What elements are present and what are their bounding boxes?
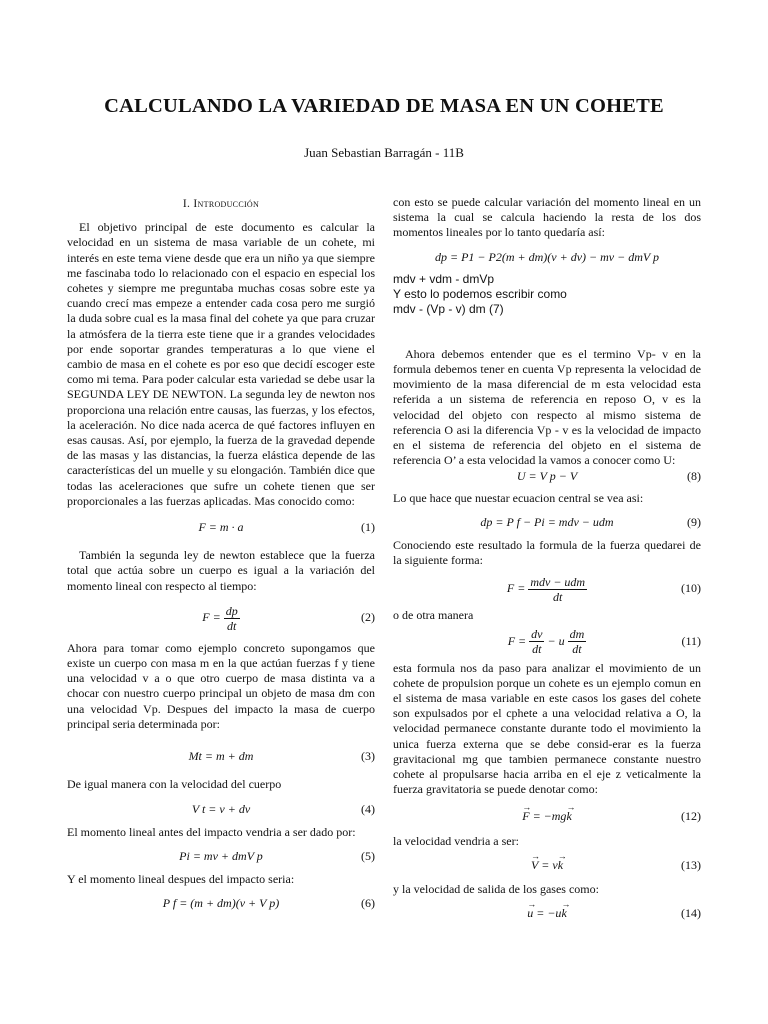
equation-number: (14) <box>681 906 701 921</box>
equation-number: (6) <box>361 896 375 911</box>
text-line: mdv - (Vp - v) dm (7) <box>393 301 504 316</box>
equation-body: P f = (m + dm)(v + V p) <box>162 896 280 911</box>
paragraph: Ahora para tomar como ejemplo concreto supongamos que existe un cuerpo con masa m en la que actúan fuerzas f y tiene una velocidad v a o que otro cuerpo de masa distinta va a chocar con nuestro cuerpo principal un objeto de masa dm con una velocidad Vp. Despues del impacto la masa de cuerpo principal seria determinada por: <box>67 640 375 731</box>
vector-symbol: → k <box>558 858 563 873</box>
equation-13 <box>393 858 701 873</box>
equation-3 <box>67 749 375 764</box>
equation-body: = −u <box>536 906 562 921</box>
paragraph: El momento lineal antes del impacto vendria a ser dado por: <box>67 824 356 839</box>
text-line: Y esto lo podemos escribir como <box>393 286 567 301</box>
vector-symbol: → F <box>522 809 529 824</box>
vector-symbol: → k <box>566 809 571 824</box>
right-column <box>393 195 701 922</box>
paragraph: Conociendo este resultado la formula de la fuerza quedarei de la siguiente forma: <box>393 538 701 568</box>
equation-number: (5) <box>361 848 375 863</box>
equation-12 <box>393 809 701 824</box>
equation-9 <box>393 515 701 530</box>
paragraph: la velocidad vendria a ser: <box>393 833 519 848</box>
equation-body: Mt = m + dm <box>188 749 254 764</box>
denominator: dt <box>532 642 542 657</box>
section-heading <box>67 197 375 212</box>
equation-1 <box>67 520 375 535</box>
equation-operator: − u <box>547 633 565 648</box>
equation-number: (3) <box>361 749 375 764</box>
equation-body: F = m · a <box>198 520 244 535</box>
fraction <box>224 604 240 633</box>
section-number: I. <box>182 198 191 210</box>
equation-lhs: F = <box>202 609 221 624</box>
left-column <box>67 195 375 912</box>
denominator: dt <box>227 618 237 633</box>
section-title: Introducción <box>193 198 260 210</box>
equation-body: dp = P1 − P2(m + dm)(v + dv) − mv − dmV p <box>435 249 659 264</box>
fraction <box>529 627 544 656</box>
paragraph: con esto se puede calcular variación del momento lineal en un sistema la cual se calcula haciendo la resta de los dos momentos lineales por lo tanto quedaría así: <box>393 195 701 240</box>
equation-5 <box>67 849 375 864</box>
equation-body: Pi = mv + dmV p <box>179 848 263 863</box>
equation-number: (8) <box>687 469 701 484</box>
equation-8 <box>393 469 701 484</box>
paragraph: y la velocidad de salida de los gases como: <box>393 882 599 897</box>
denominator: dt <box>572 642 582 657</box>
equation-number: (13) <box>681 857 701 872</box>
paragraph: Y el momento lineal despues del impacto seria: <box>67 872 295 887</box>
equation-number: (2) <box>361 609 375 624</box>
equation-number: (11) <box>681 633 701 648</box>
equation-lhs: F = <box>506 581 526 596</box>
fraction <box>568 627 587 656</box>
numerator: dv <box>531 627 543 642</box>
equation-body: = −mg <box>532 809 567 824</box>
equation-4 <box>67 802 375 817</box>
paper-title: CALCULANDO LA VARIEDAD DE MASA EN UN COHETE <box>104 95 664 117</box>
equation-number: (12) <box>681 809 701 824</box>
numerator: dp <box>225 603 238 618</box>
text-line: mdv + vdm - dmVp <box>393 271 495 286</box>
equation-number: (10) <box>681 581 701 596</box>
equation-body: U = V p − V <box>516 469 578 484</box>
paragraph: Lo que hace que nuestar ecuacion central se vea asi: <box>393 490 644 505</box>
denominator: dt <box>553 590 563 605</box>
equation-10 <box>393 572 701 604</box>
equation-number: (9) <box>687 514 701 529</box>
vector-symbol: → k <box>561 906 566 921</box>
equation-11 <box>393 625 701 657</box>
equation-number: (1) <box>361 520 375 535</box>
equation-14 <box>393 906 701 921</box>
equation-lhs: F = <box>507 633 527 648</box>
equation-number: (4) <box>361 801 375 816</box>
vector-symbol: → u <box>527 906 533 921</box>
paragraph: También la segunda ley de newton establece que la fuerza total que actúa sobre un cuerpo es igual a la variación del momento lineal con respecto al tiempo: <box>67 548 375 593</box>
author-line: Juan Sebastian Barragán - 11B <box>304 145 464 160</box>
equation-body: V t = v + dv <box>191 801 251 816</box>
numerator: mdv − udm <box>530 575 586 590</box>
equation-dp <box>393 250 701 265</box>
paragraph: esta formula nos da paso para analizar el movimiento de un cohete de propulsion porque un cohete es un ejemplo comun en el sistema de masa variable en este casos los gases del cohete son expulsados por el cphete a una velocidad relativa a O, la velocidad permanece constante durante todo el movimiento la unica fuerza externa que se debe consid-erar es la fuerza gravitacional mg que tambien permanece constante nuestro cohete al propulsarse hacia arriba en el eje z veticalmente la fuerza gravitatoria se puede denotar como: <box>393 660 701 797</box>
fraction <box>528 575 587 604</box>
equation-2 <box>67 601 375 633</box>
paragraph: o de otra manera <box>393 608 474 623</box>
paragraph: El objetivo principal de este documento es calcular la velocidad en un sistema de masa variable de un cohete, mi interés en este tema viene desde que era un niño ya que siempre me fascinaba todo lo relacionado con el espacio en especial los cohetes y siempre me preguntaba muchas cosas sobre este ya cuando crecí mas empeze a entender cada cosa pero me surgió la duda sobre cual es la masa final del cohete ya que para cruzar la atmósfera de la tierra este tiene que ir a grandes velocidades por ende soportar grandes temperaturas a lo que viene el cambio de masa en el cohete es por eso que decidí escoger este como mi tema. Para poder calcular esta variedad se debe usar la SEGUNDA LEY DE NEWTON. La segunda ley de newton nos proporciona una relación entre causas, las fuerzas, y los efectos, la aceleración. No dice nada acerca de qué factores influyen en esas causas. Así, por ejemplo, la fuerza de la gravedad depende de las masas y las distancias, la fuerza elástica depende de las características del un muelle y su elongación. También dice que todas las aceleraciones que sufre un cohete tienen que ser proporcionales a las fuerzas aplicadas. Mas conocido como: <box>67 220 375 508</box>
equation-body: dp = P f − Pi = mdv − udm <box>480 514 614 529</box>
paragraph: Ahora debemos entender que es el termino Vp- v en la formula debemos tener en cuenta Vp representa la velocidad de movimiento de la masa diferencial de m esta velocidad esta referida a un sistema de referencia en reposo O, v es la velocidad del objeto con respecto al mismo sistema de referencia O asi la diferencia Vp - v es la velocidad de impacto en el sistema de referencia del objeto en el sistema de referencia O’ a esta velocidad la vamos a conocer como U: <box>393 346 701 468</box>
vector-symbol: → V <box>531 858 538 873</box>
paragraph: De igual manera con la velocidad del cuerpo <box>67 777 282 792</box>
numerator: dm <box>569 627 585 642</box>
equation-6 <box>67 896 375 911</box>
equation-body: = v <box>541 857 558 872</box>
